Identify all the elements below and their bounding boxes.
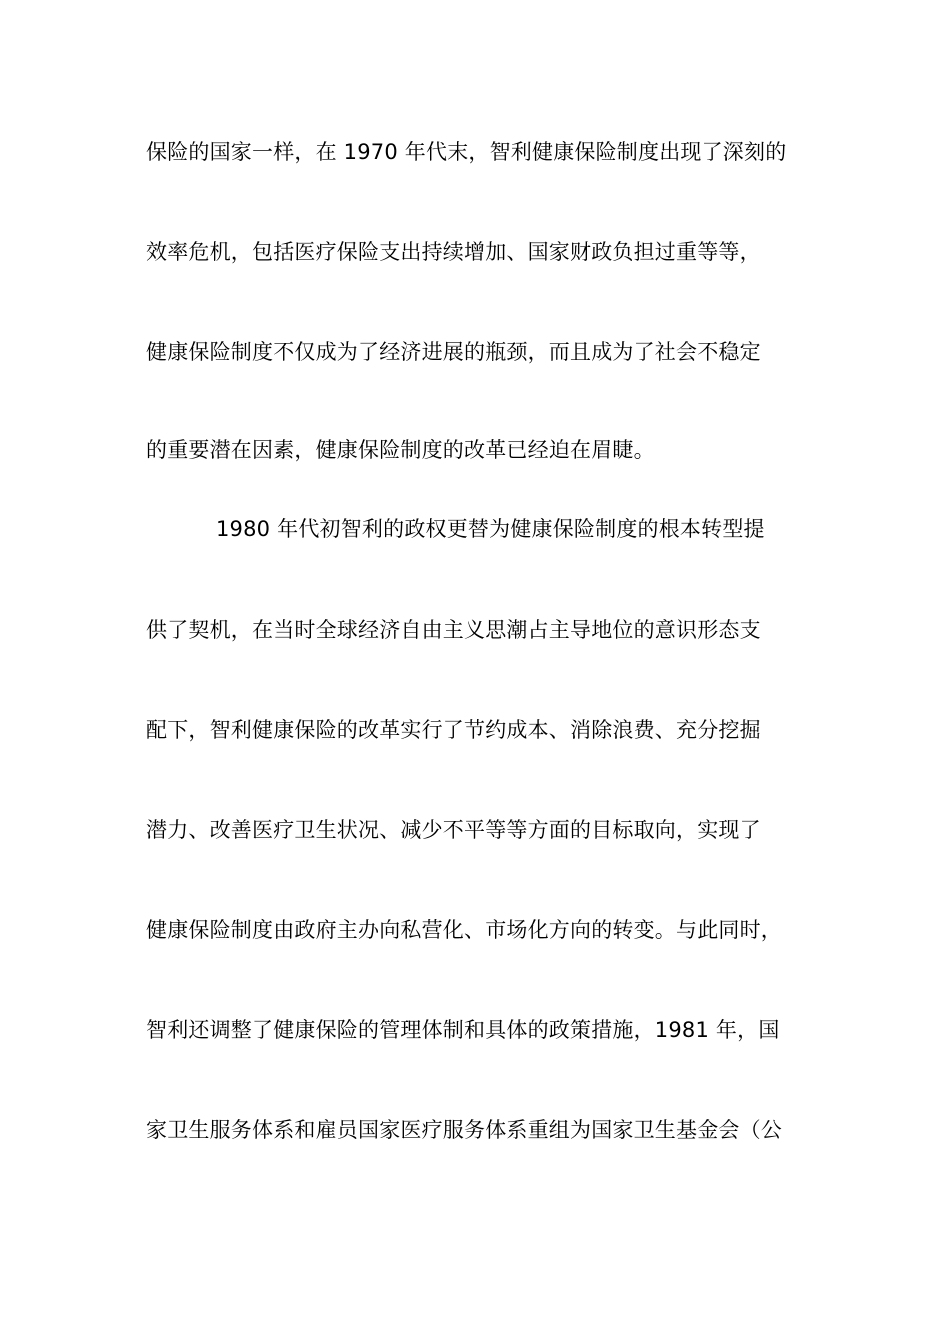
text-line-8: 潜力、改善医疗卫生状况、减少不平等等方面的目标取向，实现了: [146, 818, 761, 842]
text-line-10: 智利还调整了健康保险的管理体制和具体的政策措施，1981 年，国: [146, 1018, 780, 1042]
text-line-7: 配下，智利健康保险的改革实行了节约成本、消除浪费、充分挖掘: [146, 718, 761, 742]
paragraph-start-line: 1980 年代初智利的政权更替为健康保险制度的根本转型提: [216, 517, 765, 541]
text-line-2: 效率危机，包括医疗保险支出持续增加、国家财政负担过重等等，: [146, 240, 761, 264]
text-line-1: 保险的国家一样，在 1970 年代末，智利健康保险制度出现了深刻的: [146, 140, 787, 164]
text-line-3: 健康保险制度不仅成为了经济进展的瓶颈，而且成为了社会不稳定: [146, 340, 761, 364]
text-line-9: 健康保险制度由政府主办向私营化、市场化方向的转变。与此同时，: [146, 918, 782, 942]
text-line-6: 供了契机，在当时全球经济自由主义思潮占主导地位的意识形态支: [146, 618, 761, 642]
text-line-11: 家卫生服务体系和雇员国家医疗服务体系重组为国家卫生基金会（公: [146, 1118, 782, 1142]
text-line-4: 的重要潜在因素，健康保险制度的改革已经迫在眉睫。: [146, 438, 655, 462]
